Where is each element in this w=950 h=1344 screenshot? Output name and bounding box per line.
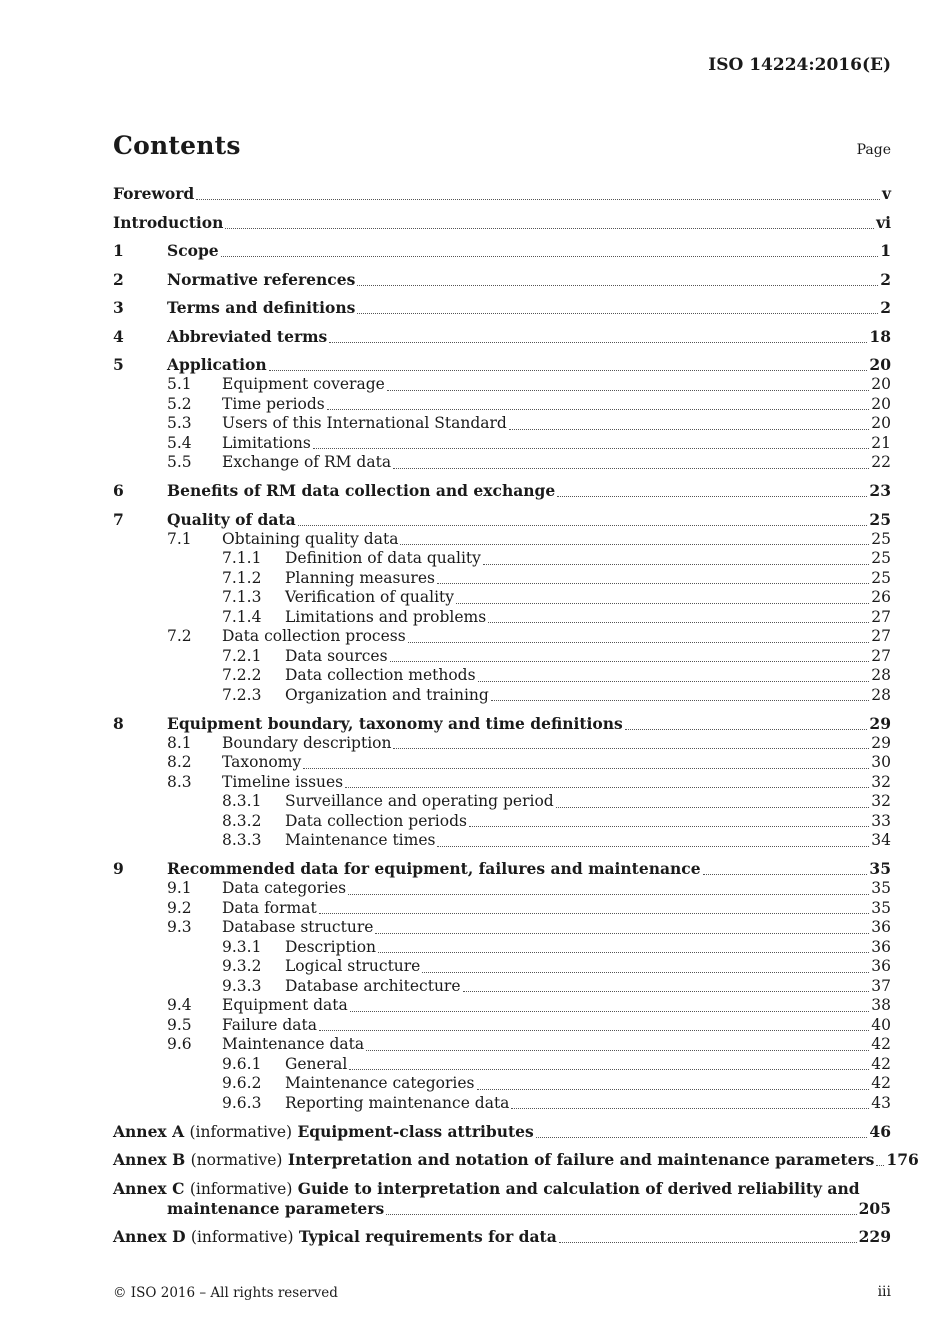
toc-subsubentry[interactable] xyxy=(113,1094,891,1114)
toc-subsubentry[interactable] xyxy=(113,569,891,589)
toc-subsubentry-number: 9.3.2 xyxy=(222,957,262,975)
toc-subsubentry[interactable] xyxy=(113,1055,891,1075)
toc-subentry-number: 8.1 xyxy=(167,733,192,752)
toc-subsubentry-page: 33 xyxy=(871,811,891,830)
toc-subsubentry-page: 25 xyxy=(871,549,891,567)
dot-leader xyxy=(269,369,868,371)
dot-leader xyxy=(557,495,867,497)
toc-subsubentry-page: 43 xyxy=(871,1093,891,1112)
toc-subsubentry-page: 42 xyxy=(871,1074,891,1092)
dot-leader xyxy=(221,255,879,257)
toc-subsubentry-title: Reporting maintenance data xyxy=(285,1093,510,1112)
toc-annex-entry[interactable] xyxy=(113,1150,919,1170)
toc-subentry-title: Failure data xyxy=(222,1015,317,1034)
toc-annex-entry[interactable] xyxy=(113,1227,891,1247)
toc-entry-number: 1 xyxy=(113,241,124,260)
dot-leader xyxy=(387,389,869,391)
toc-entry-page: 29 xyxy=(869,713,891,733)
dot-leader xyxy=(375,932,869,934)
toc-subentry-title: Limitations xyxy=(222,433,311,452)
toc-subsubentry[interactable] xyxy=(113,647,891,667)
toc-subsubentry-page: 27 xyxy=(871,607,891,626)
toc-subsubentry[interactable] xyxy=(113,957,891,977)
toc-subentry[interactable] xyxy=(113,414,891,434)
toc-subsubentry[interactable] xyxy=(113,686,891,706)
toc-entry[interactable] xyxy=(113,213,891,233)
toc-subsubentry-page: 32 xyxy=(871,792,891,810)
toc-subsubentry-number: 7.1.4 xyxy=(222,607,262,626)
toc-entry-title: Abbreviated terms xyxy=(167,326,328,346)
toc-entry-page: vi xyxy=(876,212,891,232)
dot-leader xyxy=(491,699,869,701)
toc-subsubentry-page: 36 xyxy=(871,937,891,956)
toc-subsubentry-page: 37 xyxy=(871,976,891,995)
toc-subsubentry-number: 9.6.2 xyxy=(222,1074,262,1092)
toc-subsubentry[interactable] xyxy=(113,1074,891,1094)
toc-entry-title: Quality of data xyxy=(167,509,296,529)
dot-leader xyxy=(390,660,870,662)
toc-subentry[interactable] xyxy=(113,453,891,473)
dot-leader xyxy=(483,563,869,565)
dot-leader xyxy=(378,951,869,953)
toc-entry-page: 18 xyxy=(869,326,891,346)
toc-subentry[interactable] xyxy=(113,879,891,899)
toc-entry-title: Normative references xyxy=(167,269,356,289)
toc-entry-number: 3 xyxy=(113,298,124,317)
annex-page: 205 xyxy=(858,1198,891,1218)
toc-entry-page: 35 xyxy=(869,859,891,878)
toc-entry[interactable] xyxy=(113,327,891,347)
toc-annex-continuation[interactable] xyxy=(113,1199,891,1219)
toc-subsubentry[interactable] xyxy=(113,608,891,628)
dot-leader xyxy=(196,198,880,200)
toc-annex-entry[interactable] xyxy=(113,1179,891,1199)
dot-leader xyxy=(313,447,869,449)
annex-kind: (informative) xyxy=(189,1122,293,1141)
toc-entry-title: Foreword xyxy=(113,184,195,203)
toc-subentry[interactable] xyxy=(113,753,891,773)
toc-subentry-title: Equipment data xyxy=(222,996,348,1014)
toc-subsubentry-number: 7.2.1 xyxy=(222,646,262,665)
toc-entry-number: 8 xyxy=(113,713,124,733)
toc-subentry[interactable] xyxy=(113,773,891,793)
toc-subentry-title: Equipment coverage xyxy=(222,375,385,393)
table-of-contents xyxy=(113,184,919,1247)
toc-subentry[interactable] xyxy=(113,395,891,415)
toc-entry[interactable] xyxy=(113,510,891,530)
toc-subentry[interactable] xyxy=(113,918,891,938)
toc-subsubentry-title: Surveillance and operating period xyxy=(285,792,554,810)
toc-subsubentry-title: Limitations and problems xyxy=(285,607,487,626)
toc-subentry-title: Data format xyxy=(222,898,317,917)
toc-subentry-page: 42 xyxy=(871,1035,891,1053)
toc-subsubentry-title: General xyxy=(285,1054,348,1073)
toc-entry-page: v xyxy=(881,184,891,203)
toc-entry[interactable] xyxy=(113,270,891,290)
toc-subsubentry-title: Organization and training xyxy=(285,685,489,704)
toc-entry-number: 7 xyxy=(113,509,124,529)
annex-title: Guide to interpretation and calculation of derived reliability and xyxy=(297,1178,860,1198)
toc-subsubentry[interactable] xyxy=(113,549,891,569)
dot-leader xyxy=(357,284,878,286)
dot-leader xyxy=(559,1241,857,1243)
dot-leader xyxy=(703,873,868,875)
document-id: ISO 14224:2016(E) xyxy=(708,55,891,75)
dot-leader xyxy=(469,825,869,827)
dot-leader xyxy=(319,1029,869,1031)
toc-entry[interactable] xyxy=(113,298,891,318)
toc-subentry-title: Timeline issues xyxy=(222,772,344,791)
toc-entry-page: 1 xyxy=(880,241,891,260)
toc-subentry-number: 7.2 xyxy=(167,627,192,645)
toc-subentry[interactable] xyxy=(113,996,891,1016)
annex-letter: Annex C xyxy=(113,1178,185,1198)
toc-subsubentry-number: 8.3.3 xyxy=(222,831,262,849)
annex-letter: Annex D xyxy=(113,1227,186,1246)
toc-subentry-page: 25 xyxy=(871,529,891,548)
toc-subentry-number: 7.1 xyxy=(167,529,192,548)
toc-entry-title: Application xyxy=(167,355,267,374)
toc-entry-title: Introduction xyxy=(113,212,224,232)
toc-entry-number: 9 xyxy=(113,859,124,878)
toc-subentry-number: 5.2 xyxy=(167,394,192,413)
toc-subentry[interactable] xyxy=(113,1035,891,1055)
copyright-notice: © ISO 2016 – All rights reserved xyxy=(113,1285,338,1301)
dot-leader xyxy=(357,312,878,314)
toc-subsubentry[interactable] xyxy=(113,812,891,832)
toc-subsubentry-page: 34 xyxy=(871,831,891,849)
dot-leader xyxy=(625,728,868,730)
toc-subentry-number: 5.1 xyxy=(167,375,192,393)
toc-subentry-page: 27 xyxy=(871,627,891,645)
dot-leader xyxy=(225,227,874,229)
toc-entry-title: Terms and definitions xyxy=(167,298,356,317)
dot-leader xyxy=(509,428,869,430)
annex-title-continuation: maintenance parameters xyxy=(167,1198,385,1218)
annex-page: 176 xyxy=(886,1150,919,1169)
dot-leader xyxy=(536,1136,868,1138)
toc-subsubentry-number: 9.6.1 xyxy=(222,1054,262,1073)
page-number: iii xyxy=(877,1284,891,1300)
toc-subentry-title: Database structure xyxy=(222,918,374,936)
dot-leader xyxy=(393,747,869,749)
annex-kind: (informative) xyxy=(190,1228,294,1246)
toc-entry-title: Equipment boundary, taxonomy and time definitions xyxy=(167,713,623,733)
toc-entry[interactable] xyxy=(113,714,891,734)
toc-subentry-page: 40 xyxy=(871,1015,891,1034)
toc-entry-number: 5 xyxy=(113,355,124,374)
annex-letter: Annex B xyxy=(113,1150,186,1169)
toc-subsubentry-title: Data collection methods xyxy=(285,666,476,684)
toc-subentry-number: 9.5 xyxy=(167,1015,192,1034)
toc-subentry-title: Taxonomy xyxy=(222,753,302,771)
toc-subentry-page: 20 xyxy=(871,414,891,432)
toc-subsubentry-page: 26 xyxy=(871,588,891,606)
toc-subentry-page: 38 xyxy=(871,996,891,1014)
toc-entry-title: Scope xyxy=(167,241,219,260)
toc-subentry-page: 29 xyxy=(871,733,891,752)
toc-subsubentry[interactable] xyxy=(113,666,891,686)
toc-subsubentry-number: 9.6.3 xyxy=(222,1093,262,1112)
toc-subsubentry-title: Data collection periods xyxy=(285,811,467,830)
toc-entry-number: 2 xyxy=(113,269,124,289)
toc-subentry-title: Boundary description xyxy=(222,733,392,752)
dot-leader xyxy=(349,1068,869,1070)
annex-title: Equipment-class attributes xyxy=(297,1121,534,1141)
toc-subentry-page: 21 xyxy=(871,433,891,452)
toc-subsubentry-number: 9.3.3 xyxy=(222,976,262,995)
toc-subentry-title: Exchange of RM data xyxy=(222,453,392,471)
toc-subentry-page: 35 xyxy=(871,898,891,917)
dot-leader xyxy=(386,1213,856,1215)
toc-subentry-title: Time periods xyxy=(222,394,325,413)
annex-title: Typical requirements for data xyxy=(298,1227,557,1246)
toc-subentry[interactable] xyxy=(113,734,891,754)
toc-entry-title: Recommended data for equipment, failures and maintenance xyxy=(167,859,701,878)
dot-leader xyxy=(437,845,869,847)
toc-subentry-page: 36 xyxy=(871,918,891,936)
dot-leader xyxy=(298,524,868,526)
toc-subentry-number: 9.4 xyxy=(167,996,192,1014)
annex-page: 229 xyxy=(858,1227,891,1246)
toc-entry-number: 6 xyxy=(113,481,124,500)
toc-subentry-number: 5.5 xyxy=(167,453,192,471)
toc-subentry-page: 35 xyxy=(871,879,891,897)
dot-leader xyxy=(327,408,870,410)
toc-subentry-title: Maintenance data xyxy=(222,1035,365,1053)
toc-entry-page: 20 xyxy=(869,355,891,374)
dot-leader xyxy=(422,971,869,973)
dot-leader xyxy=(556,806,870,808)
dot-leader xyxy=(329,341,867,343)
toc-subentry[interactable] xyxy=(113,434,891,454)
toc-subsubentry[interactable] xyxy=(113,831,891,851)
dot-leader xyxy=(400,543,869,545)
toc-subsubentry-title: Verification of quality xyxy=(285,588,455,606)
toc-subsubentry-page: 27 xyxy=(871,646,891,665)
dot-leader xyxy=(348,893,869,895)
toc-subsubentry-title: Data sources xyxy=(285,646,388,665)
dot-leader xyxy=(366,1049,869,1051)
toc-subsubentry-title: Maintenance categories xyxy=(285,1074,475,1092)
toc-subentry-number: 5.4 xyxy=(167,433,192,452)
dot-leader xyxy=(478,680,870,682)
dot-leader xyxy=(463,990,870,992)
dot-leader xyxy=(488,621,869,623)
toc-subsubentry-number: 9.3.1 xyxy=(222,937,262,956)
toc-entry-page: 2 xyxy=(880,298,891,317)
toc-subentry-number: 9.6 xyxy=(167,1035,192,1053)
toc-annex-entry[interactable] xyxy=(113,1122,891,1142)
toc-entry[interactable] xyxy=(113,481,891,501)
toc-subsubentry-page: 28 xyxy=(871,685,891,704)
toc-subsubentry-title: Maintenance times xyxy=(285,831,436,849)
toc-subentry-title: Data collection process xyxy=(222,627,406,645)
dot-leader xyxy=(477,1088,870,1090)
toc-subsubentry-title: Planning measures xyxy=(285,568,435,587)
toc-subsubentry-title: Description xyxy=(285,937,377,956)
toc-entry[interactable] xyxy=(113,241,891,261)
toc-subsubentry-page: 36 xyxy=(871,957,891,975)
toc-subentry[interactable] xyxy=(113,530,891,550)
dot-leader xyxy=(345,786,869,788)
page-title: Contents xyxy=(113,131,241,160)
toc-subsubentry-number: 7.2.2 xyxy=(222,666,262,684)
toc-subsubentry[interactable] xyxy=(113,977,891,997)
dot-leader xyxy=(350,1010,870,1012)
annex-kind: (informative) xyxy=(189,1179,293,1198)
toc-subentry-title: Obtaining quality data xyxy=(222,529,399,548)
dot-leader xyxy=(408,641,870,643)
toc-subsubentry-title: Definition of data quality xyxy=(285,549,481,567)
annex-letter: Annex A xyxy=(113,1121,185,1141)
toc-subentry-number: 9.2 xyxy=(167,898,192,917)
toc-subentry-number: 9.1 xyxy=(167,879,192,897)
toc-subentry-title: Users of this International Standard xyxy=(222,414,507,432)
dot-leader xyxy=(876,1164,884,1166)
toc-subentry-page: 20 xyxy=(871,394,891,413)
toc-entry-number: 4 xyxy=(113,326,124,346)
toc-subentry-page: 20 xyxy=(871,375,891,393)
toc-entry[interactable] xyxy=(113,184,891,204)
toc-subsubentry-number: 7.1.1 xyxy=(222,549,262,567)
toc-subsubentry[interactable] xyxy=(113,588,891,608)
toc-subentry[interactable] xyxy=(113,899,891,919)
dot-leader xyxy=(456,602,869,604)
dot-leader xyxy=(511,1107,869,1109)
annex-page: 46 xyxy=(869,1121,891,1141)
page-column-label: Page xyxy=(856,142,891,158)
toc-entry-title: Benefits of RM data collection and exchange xyxy=(167,481,556,500)
toc-subentry-number: 9.3 xyxy=(167,918,192,936)
toc-subsubentry-number: 7.1.2 xyxy=(222,568,262,587)
toc-subsubentry-page: 28 xyxy=(871,666,891,684)
toc-subsubentry[interactable] xyxy=(113,938,891,958)
toc-subsubentry-page: 42 xyxy=(871,1054,891,1073)
toc-subentry-title: Data categories xyxy=(222,879,347,897)
toc-subsubentry-number: 7.2.3 xyxy=(222,685,262,704)
toc-subentry[interactable] xyxy=(113,1016,891,1036)
toc-entry[interactable] xyxy=(113,355,891,375)
toc-subentry-number: 5.3 xyxy=(167,414,192,432)
toc-subsubentry-number: 8.3.1 xyxy=(222,792,262,810)
toc-subsubentry-number: 8.3.2 xyxy=(222,811,262,830)
dot-leader xyxy=(319,912,870,914)
toc-entry-page: 25 xyxy=(869,509,891,529)
dot-leader xyxy=(437,582,869,584)
toc-subsubentry-page: 25 xyxy=(871,568,891,587)
toc-subentry[interactable] xyxy=(113,375,891,395)
toc-subsubentry-title: Database architecture xyxy=(285,976,461,995)
dot-leader xyxy=(393,467,869,469)
toc-entry-page: 23 xyxy=(869,481,891,500)
toc-subentry-number: 8.2 xyxy=(167,753,192,771)
annex-title: Interpretation and notation of failure and maintenance parameters xyxy=(287,1150,875,1169)
toc-subentry-number: 8.3 xyxy=(167,772,192,791)
toc-entry-page: 2 xyxy=(880,269,891,289)
toc-subentry-page: 30 xyxy=(871,753,891,771)
toc-subentry[interactable] xyxy=(113,627,891,647)
toc-subsubentry-title: Logical structure xyxy=(285,957,421,975)
toc-subentry-page: 22 xyxy=(871,453,891,471)
toc-entry[interactable] xyxy=(113,859,891,879)
toc-subsubentry[interactable] xyxy=(113,792,891,812)
dot-leader xyxy=(303,767,869,769)
toc-subentry-page: 32 xyxy=(871,772,891,791)
annex-kind: (normative) xyxy=(190,1151,283,1169)
toc-subsubentry-number: 7.1.3 xyxy=(222,588,262,606)
